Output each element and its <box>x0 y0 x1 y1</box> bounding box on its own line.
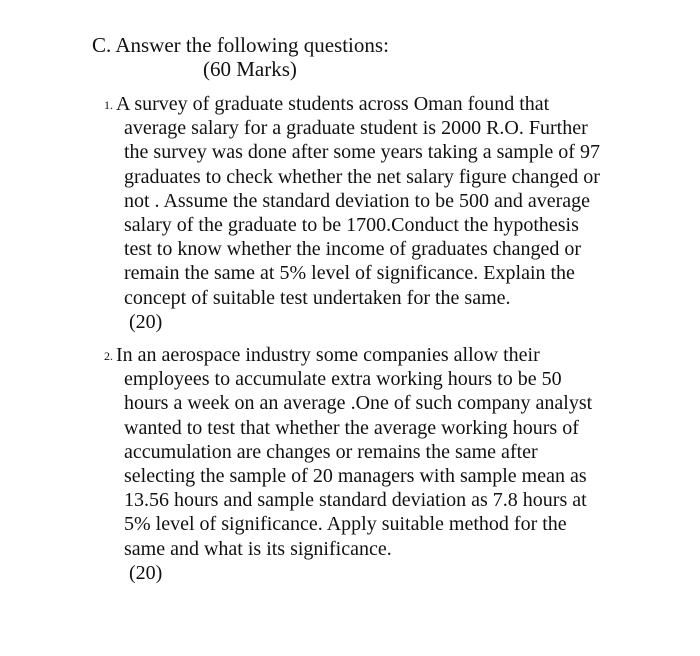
section-marks: (60 Marks) <box>203 57 297 81</box>
section-heading: C. Answer the following questions: <box>92 33 389 57</box>
question-text <box>104 343 592 585</box>
question-text <box>104 92 600 334</box>
question-line: wanted to test that whether the average working hours of <box>124 416 579 439</box>
question-line: employees to accumulate extra working hours to be 50 <box>124 368 562 391</box>
question-line: the survey was done after some years taking a sample of 97 <box>124 141 600 164</box>
question-line: hours a week on an average .One of such company analyst <box>124 392 593 415</box>
question-number: 1. <box>104 98 113 112</box>
question-line: accumulation are changes or remains the same after <box>124 440 538 463</box>
question-line: test to know whether the income of graduates changed or <box>124 238 582 261</box>
question-line: 13.56 hours and sample standard deviation as 7.8 hours at <box>124 489 587 512</box>
question-number: 2. <box>104 349 113 363</box>
question-line: remain the same at 5% level of significance. Explain the <box>124 262 575 285</box>
question-line: average salary for a graduate student is 2000 R.O. Further <box>124 117 588 140</box>
question-line: A survey of graduate students across Oman found that <box>116 93 550 115</box>
question-marks: (20) <box>129 561 163 584</box>
question-line: concept of suitable test undertaken for the same. <box>124 286 511 309</box>
question-line: not . Assume the standard deviation to be 500 and average <box>124 189 590 212</box>
question-line: In an aerospace industry some companies allow their <box>116 344 540 366</box>
question-line: selecting the sample of 20 managers with sample mean as <box>124 465 587 488</box>
question-line: same and what is its significance. <box>124 537 392 560</box>
question-line: salary of the graduate to be 1700.Conduct the hypothesis <box>124 214 579 237</box>
question-line: 5% level of significance. Apply suitable method for the <box>124 513 567 536</box>
question-marks: (20) <box>129 310 163 333</box>
question-line: graduates to check whether the net salary figure changed or <box>124 165 600 188</box>
